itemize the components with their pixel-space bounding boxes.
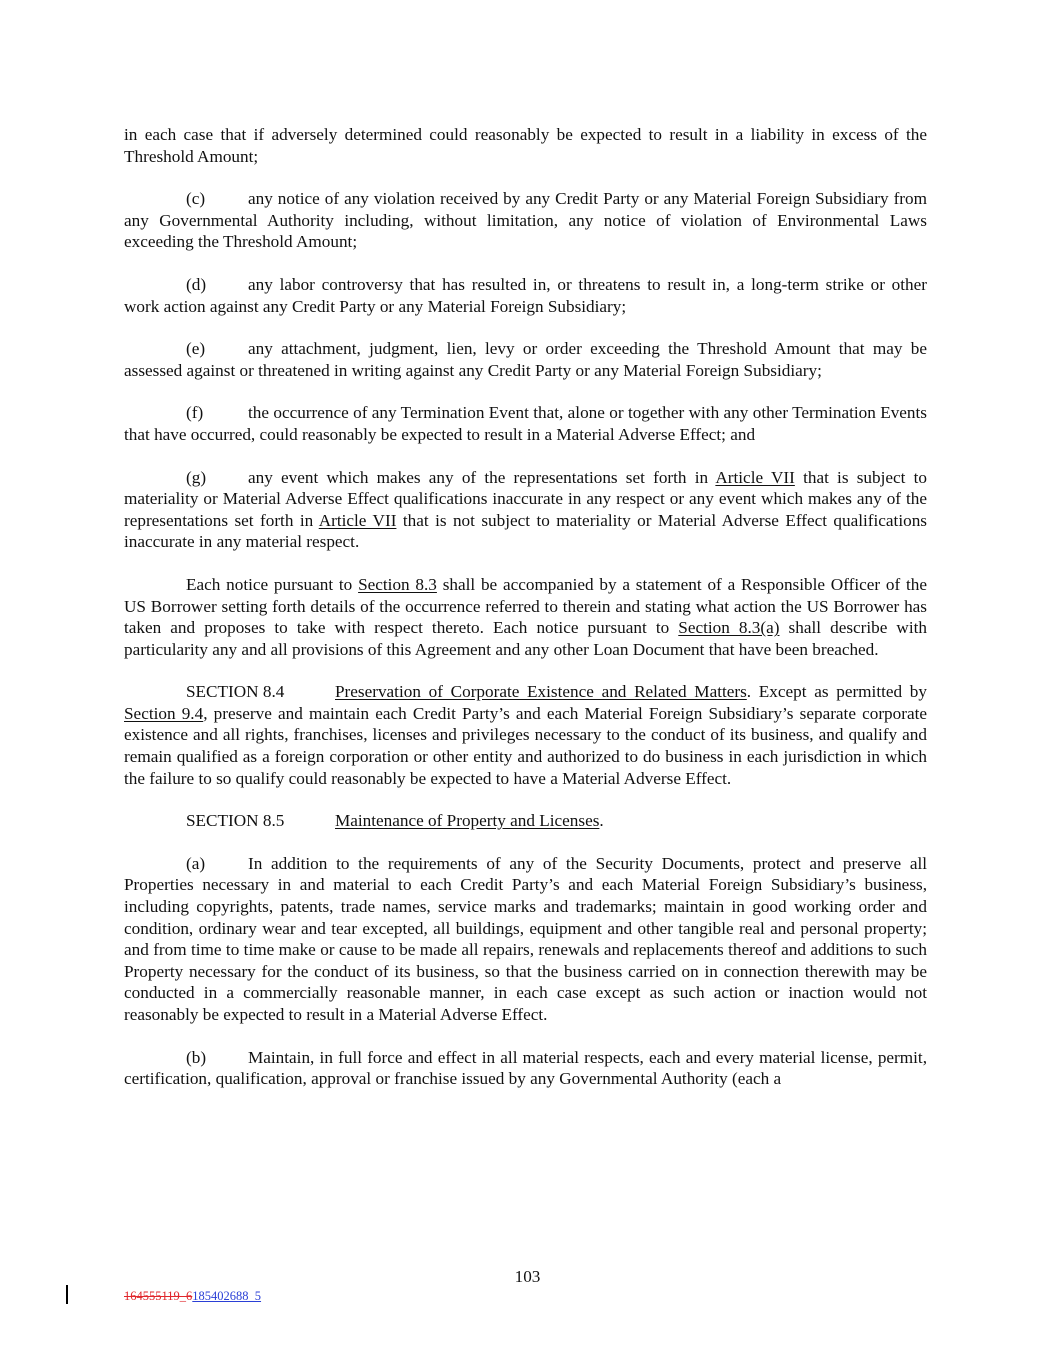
revision-change-bar: [66, 1285, 68, 1304]
page-number: 103: [514, 1267, 541, 1286]
section-number: SECTION 8.5: [186, 811, 285, 831]
clause-label: (c): [186, 189, 206, 209]
clause-label: (f): [186, 403, 204, 423]
section-8-5: [124, 810, 927, 832]
paragraph-text: shall be accompanied by a statement of a Responsible Officer of the US Borrower setting forth details of the occurrence referred to therein and stating what action the US Borrower has taken and proposes to take with respect thereto. Each notice pursuant to: [124, 574, 927, 638]
clause-b: [124, 1047, 927, 1090]
paragraph-text: Each notice pursuant to: [186, 574, 359, 594]
clause-e: [124, 338, 927, 381]
clause-text: any attachment, judgment, lien, levy or order exceeding the Threshold Amount that may be assessed against or threatened in writing against any Credit Party or any Material Foreign Subsidiary;: [124, 339, 927, 380]
section-text: . Except as permitted by: [746, 682, 927, 702]
clause-d: [124, 274, 927, 317]
clause-c: [124, 188, 927, 253]
clause-g: [124, 467, 927, 553]
paragraph-text: in each case that if adversely determined could reasonably be expected to result in a liability in excess of the Threshold Amount;: [124, 125, 927, 166]
section-heading: Preservation of Corporate Existence and Related Matters: [335, 682, 747, 702]
clause-text: that is subject to materiality or Material Adverse Effect qualifications inaccurate in any respect or any event which makes any of the representations set forth in: [124, 467, 927, 530]
clause-text: any event which makes any of the representations set forth in: [248, 467, 716, 487]
document-page: [124, 124, 927, 1111]
section-text: .: [599, 811, 604, 831]
section-text: , preserve and maintain each Credit Party’s and each Material Foreign Subsidiary’s separate corporate existence and all rights, franchises, licenses and privileges necessary to the conduct of its business, and qualify and remain qualified as a foreign corporation or other entity and authorized to do business in each jurisdiction in which the failure to so qualify could reasonably be expected to have a Material Adverse Effect.: [124, 703, 927, 788]
clause-label: (d): [186, 274, 207, 294]
clause-text: any notice of any violation received by any Credit Party or any Material Foreign Subsidiary from any Governmental Authority including, without limitation, any notice of violation of Environmental Laws exceeding the Threshold Amount;: [124, 189, 927, 252]
clause-f: [124, 402, 927, 445]
clause-text: Maintain, in full force and effect in all material respects, each and every material license, permit, certification, qualification, approval or franchise issued by any Governmental Authority (each a: [124, 1047, 927, 1089]
paragraph-continuation: [124, 124, 927, 167]
notice-paragraph: [124, 574, 927, 660]
cross-reference-section-9-4: Section 9.4: [124, 703, 204, 723]
clause-text: any labor controversy that has resulted in, or threatens to result in, a long-term strike or other work action against any Credit Party or any Material Foreign Subsidiary;: [124, 274, 927, 316]
clause-label: (e): [186, 339, 206, 359]
cross-reference-article-vii: Article VII: [715, 467, 795, 487]
section-heading: Maintenance of Property and Licenses: [335, 811, 600, 831]
clause-label: (a): [186, 853, 206, 873]
cross-reference-section-8-3a: Section 8.3(a): [678, 618, 780, 638]
clause-label: (g): [186, 467, 207, 487]
clause-a: [124, 853, 927, 1026]
document-id-inserted: 185402688_5: [192, 1289, 262, 1303]
section-number: SECTION 8.4: [186, 682, 285, 702]
section-8-4: [124, 681, 927, 789]
cross-reference-section-8-3: Section 8.3: [358, 574, 437, 594]
document-id: [124, 1289, 261, 1303]
cross-reference-article-vii: Article VII: [318, 510, 397, 530]
clause-text: the occurrence of any Termination Event that, alone or together with any other Termination Events that have occurred, could reasonably be expected to result in a Material Adverse Effect; and: [124, 403, 927, 444]
document-id-deleted: 164555119_6: [124, 1289, 193, 1303]
paragraph-text: shall describe with particularity any and all provisions of this Agreement and any other Loan Document that have been breached.: [124, 618, 927, 659]
clause-label: (b): [186, 1047, 207, 1067]
clause-text: that is not subject to materiality or Material Adverse Effect qualifications inaccurate in any material respect.: [124, 510, 927, 552]
clause-text: In addition to the requirements of any of the Security Documents, protect and preserve all Properties necessary in and material to each Credit Party’s and each Material Foreign Subsidiary’s business, including copyrights, patents, trade names, service marks and trademarks; maintain in good working order and condition, ordinary wear and tear excepted, all buildings, equipment and other tangible real and personal property; and from time to time make or cause to be made all repairs, renewals and replacements thereof and additions to such Property necessary for the conduct of its business, so that the business carried on in connection therewith may be conducted in a commercially reasonable manner, in each case except as such action or inaction would not reasonably be expected to result in a Material Adverse Effect.: [124, 853, 927, 1024]
